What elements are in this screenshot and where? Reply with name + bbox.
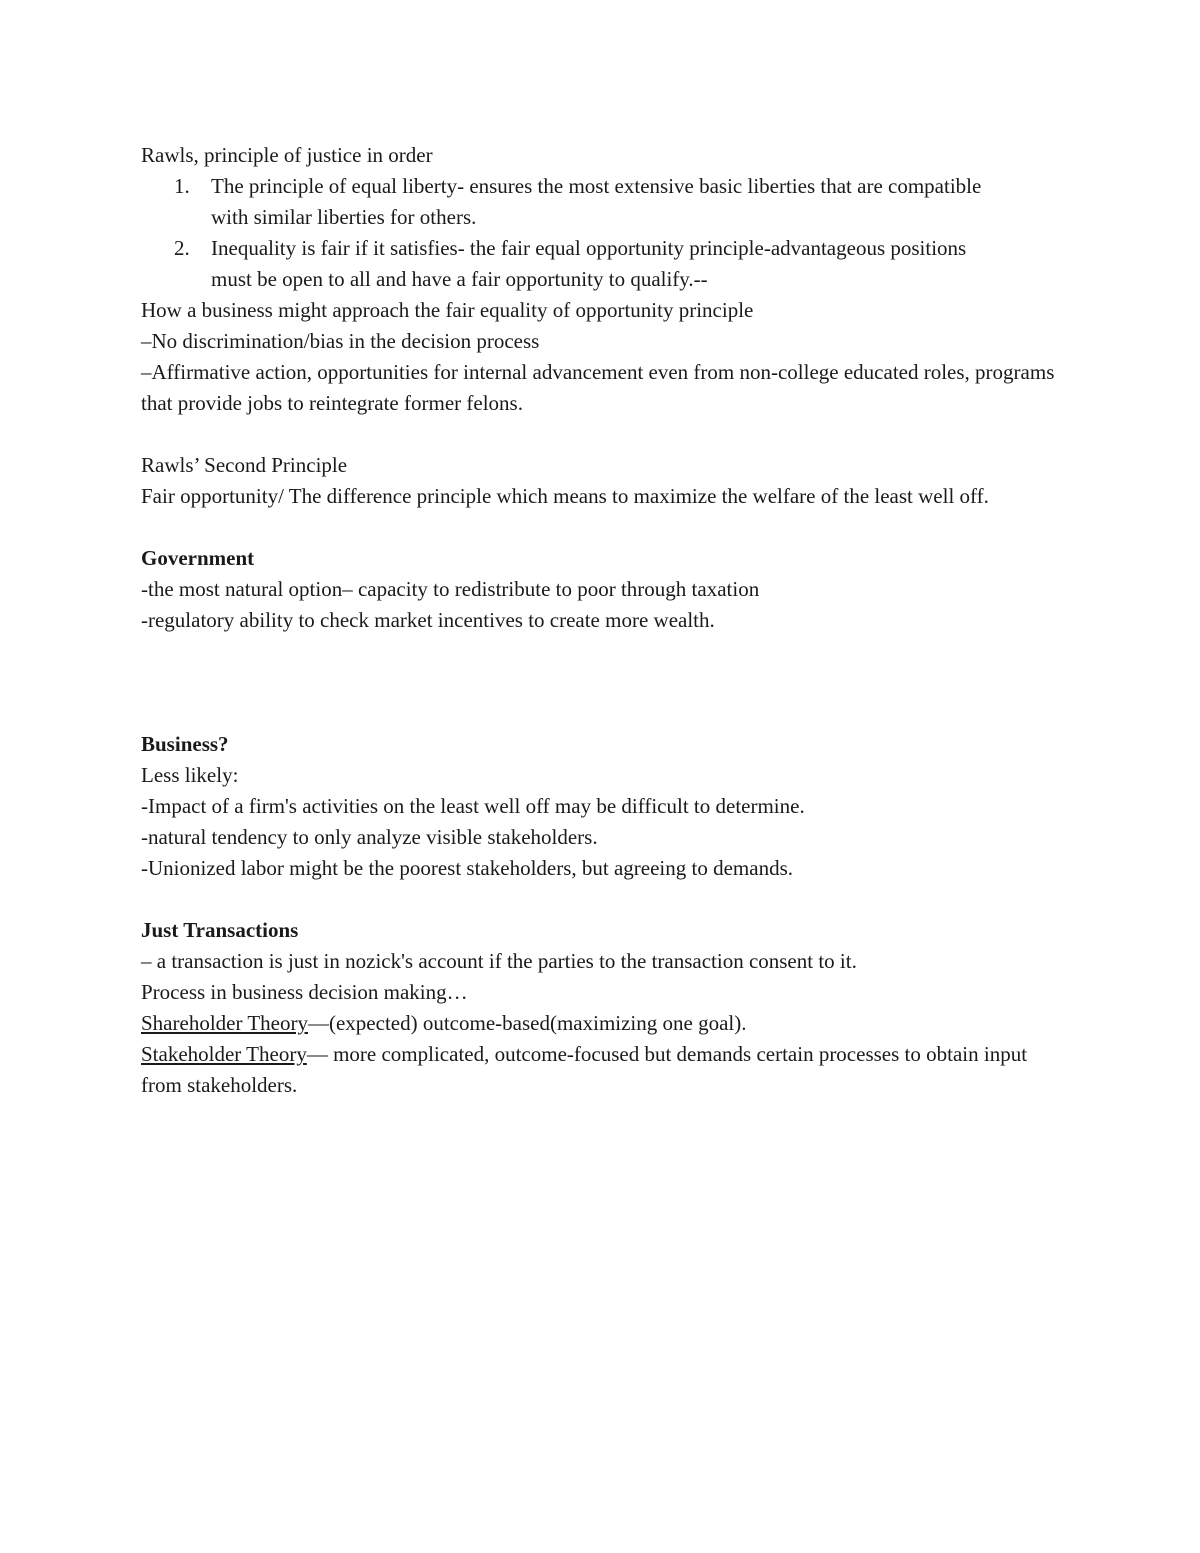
list-item-text: Inequality is fair if it satisfies- the fair equal opportunity principle-advantageous positions must be open to all and have a fair opportunity to qualify.-- xyxy=(211,236,967,291)
process-line: Process in business decision making… xyxy=(141,980,468,1004)
business-line: -Unionized labor might be the poorest stakeholders, but agreeing to demands. xyxy=(141,856,793,880)
business-approach-line: How a business might approach the fair equality of opportunity principle xyxy=(141,298,754,322)
document-page xyxy=(141,140,1071,1101)
list-item-number: 1. xyxy=(174,174,190,198)
rawls-principles-title: Rawls, principle of justice in order xyxy=(141,143,433,167)
just-transaction-definition: – a transaction is just in nozick's account if the parties to the transaction consent to it. xyxy=(141,949,857,973)
blank-line xyxy=(141,636,1071,667)
list-item-number: 2. xyxy=(174,236,190,260)
list-item xyxy=(141,171,991,233)
blank-line xyxy=(141,698,1071,729)
business-line: -Impact of a firm's activities on the least well off may be difficult to determine. xyxy=(141,794,805,818)
just-transactions-heading: Just Transactions xyxy=(141,918,299,942)
blank-line xyxy=(141,667,1071,698)
list-item xyxy=(141,233,991,295)
affirmative-action-line: –Affirmative action, opportunities for internal advancement even from non-college educated roles, programs that provide jobs to reintegrate former felons. xyxy=(141,360,1055,415)
shareholder-theory-term: Shareholder Theory xyxy=(141,1011,308,1035)
stakeholder-theory-text: — more complicated, outcome-focused but demands certain processes to obtain input from stakeholders. xyxy=(141,1042,1028,1097)
business-line: Less likely: xyxy=(141,763,239,787)
no-discrimination-line: –No discrimination/bias in the decision process xyxy=(141,329,540,353)
rawls-principles-list xyxy=(141,171,1071,295)
government-heading: Government xyxy=(141,546,255,570)
blank-line xyxy=(141,419,1071,450)
stakeholder-theory-term: Stakeholder Theory xyxy=(141,1042,307,1066)
second-principle-title: Rawls’ Second Principle xyxy=(141,453,348,477)
business-heading: Business? xyxy=(141,732,229,756)
government-line: -regulatory ability to check market incentives to create more wealth. xyxy=(141,608,715,632)
shareholder-theory-text: —(expected) outcome-based(maximizing one goal). xyxy=(307,1011,747,1035)
list-item-text: The principle of equal liberty- ensures the most extensive basic liberties that are compatible with similar liberties for others. xyxy=(211,174,982,229)
shareholder-theory-line xyxy=(141,1008,1071,1039)
blank-line xyxy=(141,884,1071,915)
government-line: -the most natural option– capacity to redistribute to poor through taxation xyxy=(141,577,760,601)
blank-line xyxy=(141,512,1071,543)
business-line: -natural tendency to only analyze visible stakeholders. xyxy=(141,825,598,849)
second-principle-text: Fair opportunity/ The difference principle which means to maximize the welfare of the least well off. xyxy=(141,484,989,508)
stakeholder-theory-line xyxy=(141,1039,1071,1101)
